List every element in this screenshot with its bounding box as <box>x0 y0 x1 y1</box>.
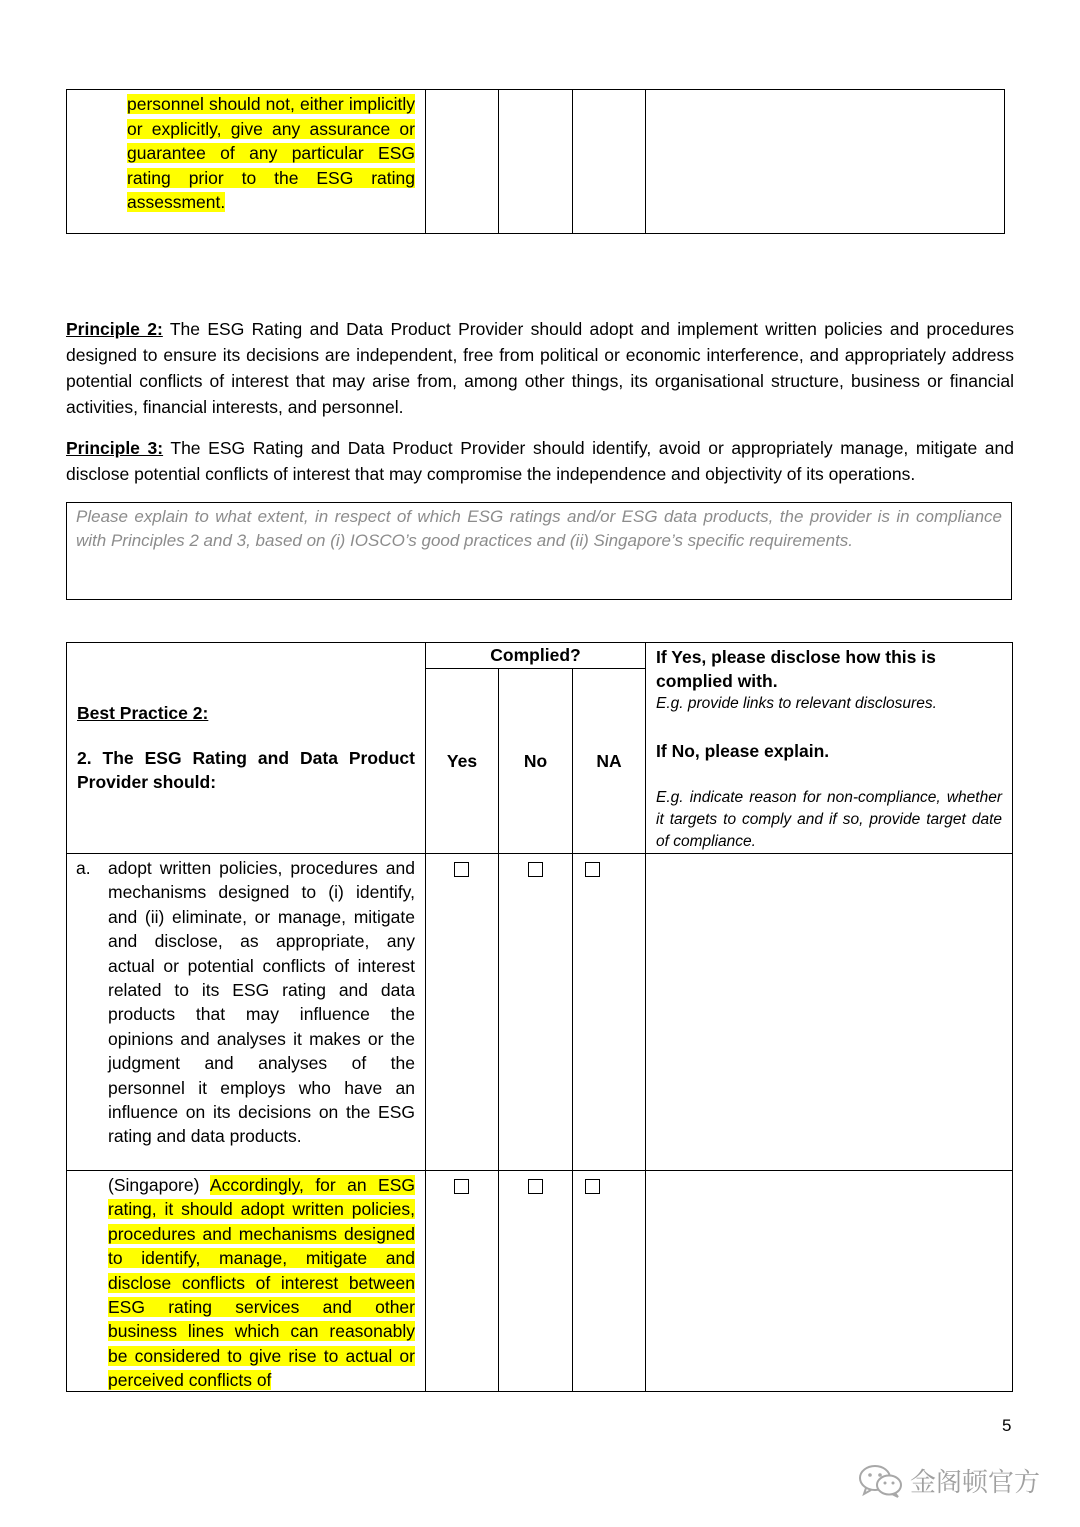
watermark-text: 金阁顿官方 <box>910 1468 1041 1498</box>
explanation-placeholder: Please explain to what extent, in respect of which ESG ratings and/or ESG data products, the provider is in compliance with Principles 2 and 3, based on (i) IOSCO’s good practices and (ii) Singapore’s specific requirements. <box>76 507 1002 550</box>
no-column-header: No <box>499 669 573 854</box>
na-column-header: NA <box>573 669 646 854</box>
best-practice-header-cell <box>67 643 426 854</box>
item-letter: a. <box>76 858 91 878</box>
principle-2 <box>66 316 1014 420</box>
complied-header: Complied? <box>426 643 646 669</box>
no-cell <box>499 90 573 234</box>
no-instruction: If No, please explain. <box>656 741 830 761</box>
table-row <box>67 1171 1013 1392</box>
na-cell <box>573 854 646 1171</box>
disclosure-header-cell <box>646 643 1013 854</box>
no-example: E.g. indicate reason for non-compliance, whether it targets to comply and if so, provide target date of compliance. <box>656 789 1003 850</box>
best-practice-title: Best Practice 2: <box>77 702 209 723</box>
requirement-cell <box>67 1171 426 1392</box>
requirement-cell <box>67 90 426 234</box>
disclosure-cell[interactable] <box>646 90 1005 234</box>
requirement-text: adopt written policies, procedures and mechanisms designed to (i) identify, and (ii) eliminate, or manage, mitigate and disclose, as appropriate, any actual or potential conflicts of interest related to its ESG rating and data products that may influence the opinions and analyses it makes or the judgment and analyses of the personnel it employs who have an influence on its decisions on the ESG rating and data products. <box>108 858 415 1147</box>
watermark <box>858 1462 1040 1499</box>
na-checkbox[interactable] <box>585 862 600 877</box>
continued-requirement-text: personnel should not, either implicitly or explicitly, give any assurance or guarantee of any particular ESG rating prior to the ESG rating assessment. <box>127 94 415 212</box>
best-practice-subtitle: 2. The ESG Rating and Data Product Provider should: <box>77 747 415 792</box>
no-checkbox[interactable] <box>528 862 543 877</box>
principle-3 <box>66 435 1014 487</box>
principle-2-text: The ESG Rating and Data Product Provider should adopt and implement written policies and procedures designed to ensure its decisions are independent, free from political or economic interference, and appropriately address potential conflicts of interest that may arise from, among other things, its organisational structure, business or financial activities, financial interests, and personnel. <box>66 319 1014 417</box>
yes-instruction: If Yes, please disclose how this is complied with. <box>656 647 936 691</box>
na-cell <box>573 1171 646 1392</box>
na-checkbox[interactable] <box>585 1179 600 1194</box>
requirement-cell <box>67 854 426 1171</box>
table-row <box>67 90 1005 234</box>
no-cell <box>499 1171 573 1392</box>
wechat-icon <box>858 1464 904 1498</box>
principle-3-text: The ESG Rating and Data Product Provider should identify, avoid or appropriately manage, mitigate and disclose potential conflicts of interest that may compromise the independence and objectivity of its operations. <box>66 438 1014 484</box>
principle-3-label: Principle 3: <box>66 438 164 458</box>
explanation-input-box[interactable] <box>66 502 1012 600</box>
disclosure-cell[interactable] <box>646 854 1013 1171</box>
disclosure-cell[interactable] <box>646 1171 1013 1392</box>
yes-checkbox[interactable] <box>454 1179 469 1194</box>
singapore-prefix: (Singapore) <box>108 1175 210 1195</box>
yes-column-header: Yes <box>426 669 499 854</box>
yes-cell <box>426 1171 499 1392</box>
yes-example: E.g. provide links to relevant disclosures. <box>656 695 937 712</box>
no-checkbox[interactable] <box>528 1179 543 1194</box>
table-header-row <box>67 643 1013 669</box>
continued-table <box>66 89 1005 234</box>
singapore-requirement-text: Accordingly, for an ESG rating, it should adopt written policies, procedures and mechanisms designed to identify, manage, mitigate and disclose conflicts of interest between ESG rating services and other business lines which can reasonably be considered to give rise to actual or perceived conflicts of <box>108 1175 415 1390</box>
best-practice-table <box>66 642 1013 1392</box>
yes-cell <box>426 90 499 234</box>
na-cell <box>573 90 646 234</box>
principle-2-label: Principle 2: <box>66 319 163 339</box>
no-cell <box>499 854 573 1171</box>
page-number: 5 <box>1002 1416 1012 1435</box>
yes-cell <box>426 854 499 1171</box>
table-row <box>67 854 1013 1171</box>
yes-checkbox[interactable] <box>454 862 469 877</box>
